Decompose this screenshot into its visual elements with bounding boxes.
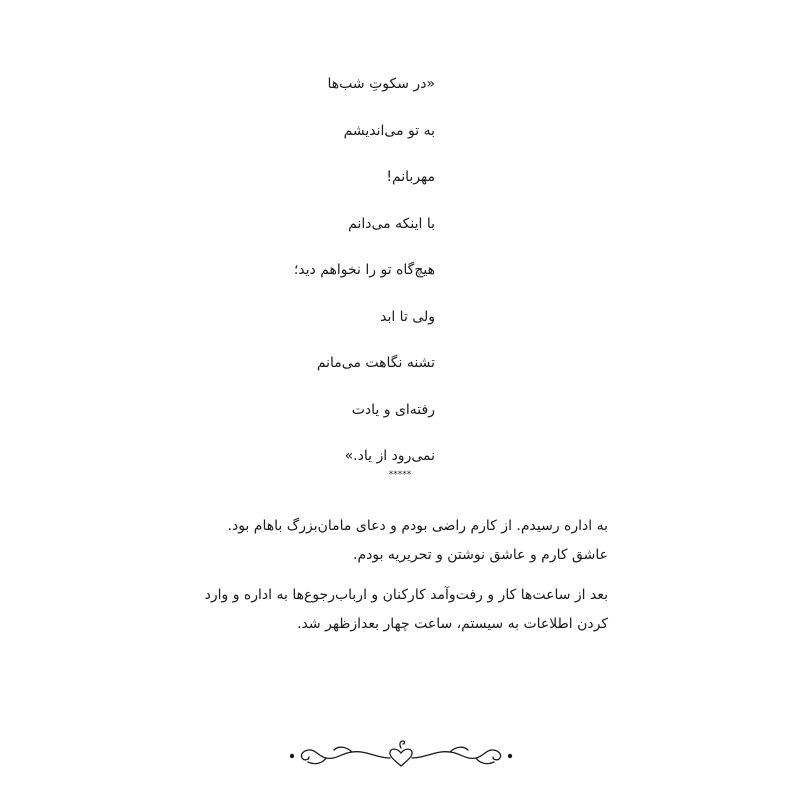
- paragraph: بعد از ساعت‌ها کار و رفت‌وآمد کارکنان و ارباب‌رجوع‌ها به اداره و وارد کردن اطلاعات به سیستم، ساعت چهار بعدازظهر شد.: [204, 587, 608, 632]
- poem-line: هیچ‌گاه تو را نخواهم دید؛: [293, 262, 435, 278]
- poem-line: «در سکوتِ شب‌ها: [327, 76, 435, 92]
- poem-line: به تو می‌اندیشم: [343, 122, 435, 139]
- poem-line: رفته‌ای و یادت: [351, 401, 435, 418]
- poem-line: ولی تا ابد: [380, 308, 435, 325]
- poem-block: [293, 74, 435, 493]
- paragraph: به اداره رسیدم. از کارم راضی بودم و دعای مامان‌بزرگ باهام بود. عاشق کارم و عاشق نوشتن و تحریریه بودم.: [227, 518, 608, 563]
- poem-line: با اینکه می‌دانم: [348, 215, 435, 232]
- prose-block: [204, 512, 608, 650]
- section-separator: *****: [388, 470, 412, 480]
- poem-line: نمی‌رود از یاد.»: [344, 448, 435, 464]
- floral-heart-divider-icon: [286, 738, 516, 772]
- poem-line: مهربانم!: [386, 169, 435, 185]
- poem-line: تشنه نگاهت می‌مانم: [316, 355, 435, 371]
